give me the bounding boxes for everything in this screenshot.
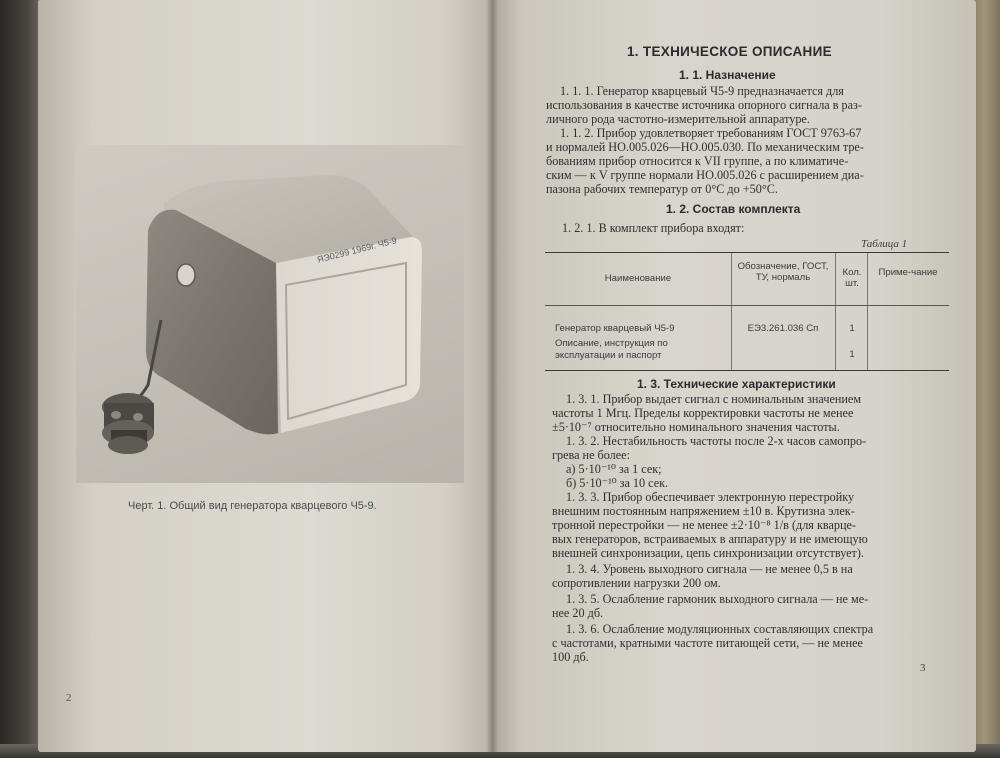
- kit-intro-text: 1. 2. 1. В комплект прибора входят:: [562, 221, 745, 235]
- table-header-divider: [545, 305, 949, 306]
- text-line: тронной перестройки — не менее ±2·10⁻⁸ 1/в (для кварце-: [552, 518, 856, 532]
- text-line: нее 20 дб.: [552, 606, 604, 620]
- table-header-designation: Обозначение, ГОСТ, ТУ, нормаль: [737, 261, 829, 283]
- page-number-left: 2: [66, 692, 72, 704]
- text-line: личного рода частотно-измерительной аппаратуре.: [546, 112, 810, 126]
- text-line: вых генераторов, встраиваемых в аппаратуру и не имеющую: [552, 532, 868, 546]
- text-line: 1. 3. 4. Уровень выходного сигнала — не менее 0,5 в на: [566, 562, 853, 576]
- text-line: 1. 1. 1. Генератор кварцевый Ч5-9 предназначается для: [560, 84, 844, 98]
- text-line: 1. 3. 3. Прибор обеспечивает электронную перестройку: [566, 490, 855, 504]
- book-spine: [486, 0, 498, 752]
- text-line: ±5·10⁻⁷ относительно номинального значения частоты.: [552, 420, 840, 434]
- text-line: и нормалей НО.005.026—НО.005.030. По механическим тре-: [546, 140, 864, 154]
- background-left: [0, 0, 40, 758]
- device-serial-label: ЯЭ0299 1969г. Ч5-9: [316, 235, 398, 265]
- text-line: внешней синхронизации, цепь синхронизации отсутствует).: [552, 546, 864, 560]
- subsection-title-purpose: 1. 1. Назначение: [679, 68, 776, 82]
- text-line: пазона рабочих температур от 0°С до +50°С.: [546, 182, 778, 196]
- text-line: 1. 3. 6. Ослабление модуляционных составляющих спектра: [566, 622, 874, 636]
- table-cell-qty: 1: [849, 323, 855, 334]
- table-caption: Таблица 1: [861, 238, 908, 250]
- text-line: 100 дб.: [552, 650, 589, 664]
- text-line: грева не более:: [552, 448, 630, 462]
- device-illustration: [76, 145, 464, 483]
- text-line: 1. 3. 1. Прибор выдает сигнал с номинальным значением: [566, 392, 862, 406]
- table-cell-name: Описание, инструкция по эксплуатации и паспорт: [555, 338, 668, 361]
- figure-caption: Черт. 1. Общий вид генератора кварцевого Ч5-9.: [128, 500, 377, 512]
- table-header-qty: Кол. шт.: [842, 267, 862, 289]
- text-line: сопротивлении нагрузки 200 ом.: [552, 576, 721, 590]
- text-line: 1. 3. 2. Нестабильность частоты после 2-х часов самопро-: [566, 434, 867, 448]
- text-line: а) 5·10⁻¹⁰ за 1 сек;: [566, 462, 662, 476]
- text-line: частоты 1 Мгц. Пределы корректировки частоты не менее: [552, 406, 854, 420]
- page-number-right: 3: [920, 662, 926, 674]
- kit-table: [545, 252, 949, 371]
- text-line: 1. 3. 5. Ослабление гармоник выходного сигнала — не ме-: [566, 592, 869, 606]
- table-divider: [835, 253, 836, 370]
- table-header-name: Наименование: [604, 273, 672, 284]
- text-line: б) 5·10⁻¹⁰ за 10 сек.: [566, 476, 669, 490]
- text-line: внешним постоянным напряжением ±10 в. Крутизна элек-: [552, 504, 855, 518]
- table-header-note: Приме-чание: [878, 267, 938, 278]
- table-cell-designation: ЕЭ3.261.036 Сп: [747, 323, 819, 334]
- text-line: ским — к V группе нормали НО.005.026 с расширением диа-: [546, 168, 864, 182]
- background-right: [974, 0, 1000, 758]
- subsection-title-kit: 1. 2. Состав комплекта: [666, 202, 801, 216]
- text-line: 1. 1. 2. Прибор удовлетворяет требованиям ГОСТ 9763-67: [560, 126, 862, 140]
- text-line: использования в качестве источника опорного сигнала в раз-: [546, 98, 862, 112]
- device-photo: [76, 145, 464, 483]
- table-divider: [867, 253, 868, 370]
- subsection-title-specs: 1. 3. Технические характеристики: [637, 377, 836, 391]
- table-cell-name: Генератор кварцевый Ч5-9: [555, 323, 675, 334]
- text-line: бованиям прибор относится к VII группе, а по климатиче-: [546, 154, 849, 168]
- table-divider: [731, 253, 732, 370]
- text-line: с частотами, кратными частоте питающей сети, — не менее: [552, 636, 863, 650]
- table-cell-qty: 1: [849, 349, 855, 360]
- section-title: 1. ТЕХНИЧЕСКОЕ ОПИСАНИЕ: [627, 44, 832, 59]
